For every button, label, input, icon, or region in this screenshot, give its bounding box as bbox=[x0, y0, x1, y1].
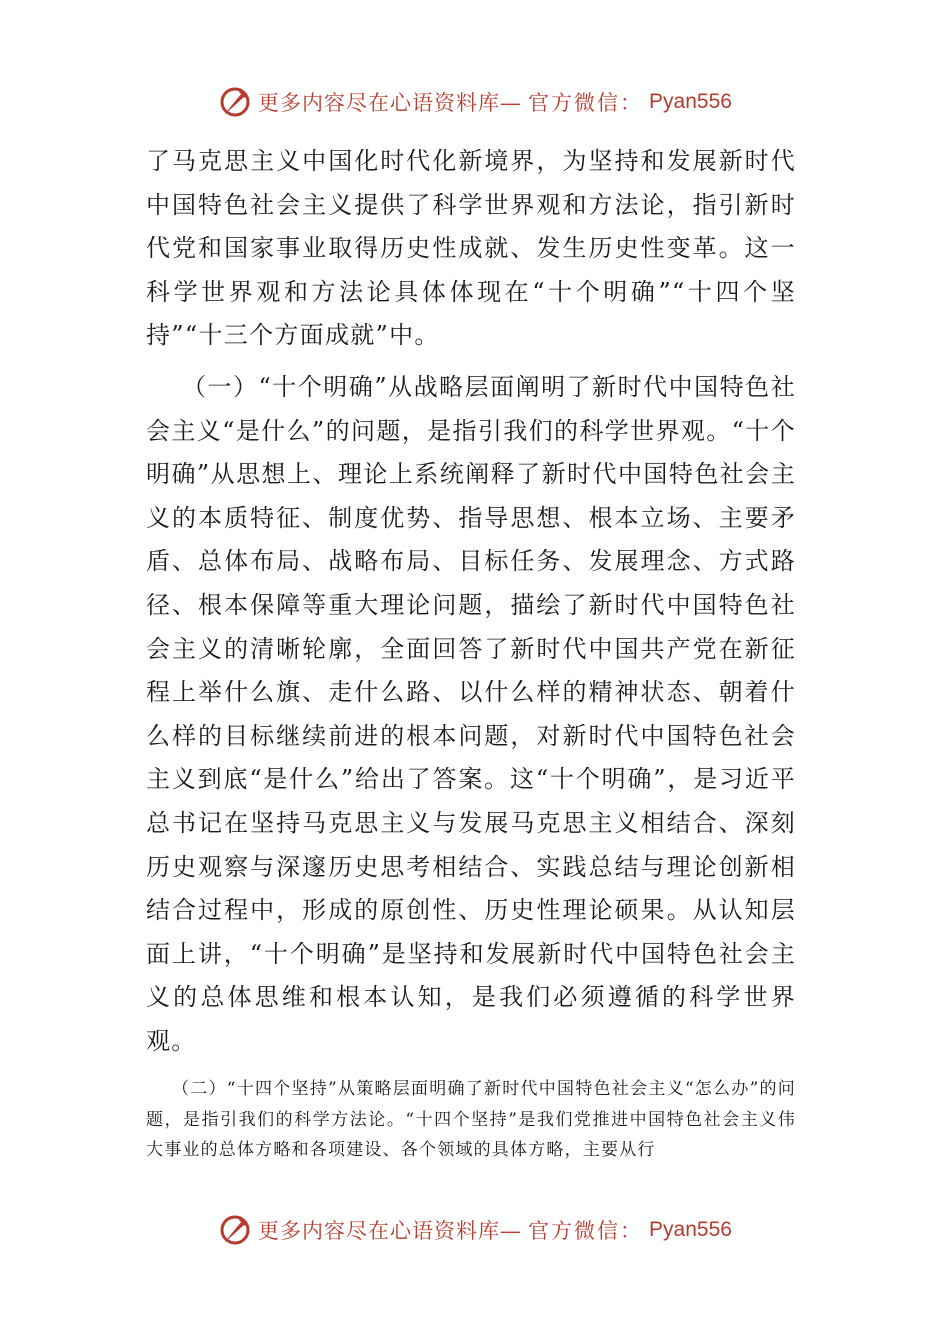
pen-nib-logo-icon bbox=[218, 85, 252, 119]
footer-wechat-label: 官方微信： bbox=[528, 1219, 644, 1243]
header-wechat-label: 官方微信： bbox=[528, 91, 644, 115]
paragraph-fourteen-commitments: （二）“十四个坚持”从策略层面明确了新时代中国特色社会主义“怎么办”的问题，是指引我们的科学方法论。“十四个坚持”是我们党推进中国特色社会主义伟大事业的总体方略和各项建设、各个领域的具体方略，主要从行 bbox=[146, 1079, 796, 1160]
header-banner-text: 更多内容尽在心语资料库— bbox=[258, 91, 523, 115]
footer-banner-text: 更多内容尽在心语资料库— bbox=[258, 1219, 523, 1243]
pen-nib-logo-icon bbox=[218, 1213, 252, 1247]
header-wechat-id: Pyan556 bbox=[649, 90, 732, 113]
header-banner bbox=[0, 82, 950, 122]
footer-wechat-id: Pyan556 bbox=[649, 1218, 732, 1241]
footer-banner bbox=[0, 1210, 950, 1250]
paragraph-intro: 了马克思主义中国化时代化新境界，为坚持和发展新时代中国特色社会主义提供了科学世界观和方法论，指引新时代党和国家事业取得历史性成就、发生历史性变革。这一科学世界观和方法论具体体现在“十个明确”“十四个坚持”“十三个方面成就”中。 bbox=[146, 147, 796, 350]
paragraph-ten-clarifications: （一）“十个明确”从战略层面阐明了新时代中国特色社会主义“是什么”的问题，是指引我们的科学世界观。“十个明确”从思想上、理论上系统阐释了新时代中国特色社会主义的本质特征、制度优势、指导思想、根本立场、主要矛盾、总体布局、战略布局、目标任务、发展理念、方式路径、根本保障等重大理论问题，描绘了新时代中国特色社会主义的清晰轮廓，全面回答了新时代中国共产党在新征程上举什么旗、走什么路、以什么样的精神状态、朝着什么样的目标继续前进的根本问题，对新时代中国特色社会主义到底“是什么”给出了答案。这“十个明确”，是习近平总书记在坚持马克思主义与发展马克思主义相结合、深刻历史观察与深邃历史思考相结合、实践总结与理论创新相结合过程中，形成的原创性、历史性理论硕果。从认知层面上讲，“十个明确”是坚持和发展新时代中国特色社会主义的总体思维和根本认知，是我们必须遵循的科学世界观。 bbox=[146, 373, 796, 1055]
